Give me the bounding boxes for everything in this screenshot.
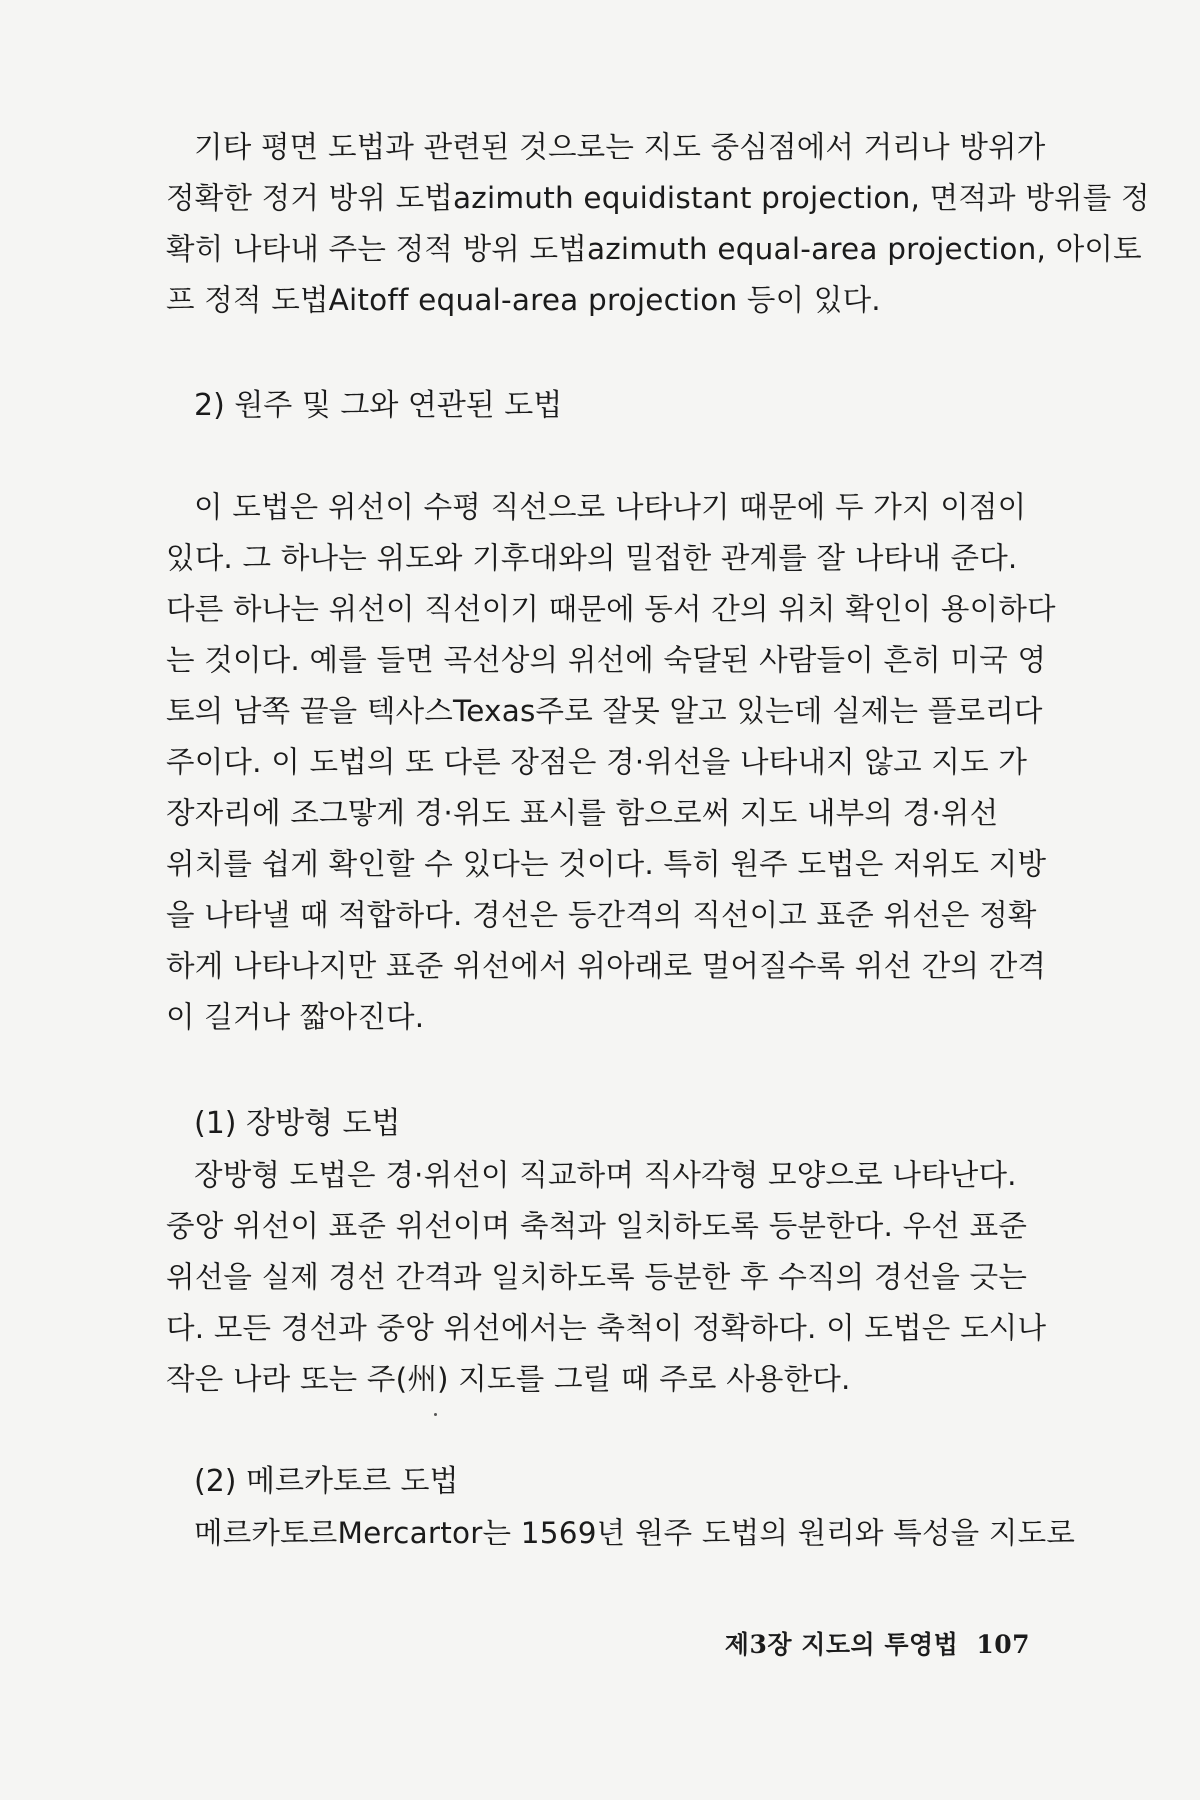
paragraph-rectangular-projection	[166, 1150, 1050, 1405]
text-line: 프 정적 도법Aitoff equal-area projection 등이 있다.	[166, 283, 881, 317]
subsection-heading-rectangular: (1) 장방형 도법	[194, 1106, 401, 1141]
subsection-heading-mercator: (2) 메르카토르 도법	[194, 1464, 459, 1499]
text-line: 위치를 쉽게 확인할 수 있다는 것이다. 특히 원주 도법은 저위도 지방	[166, 847, 1047, 881]
text-line: 하게 나타나지만 표준 위선에서 위아래로 멀어질수록 위선 간의 간격	[166, 949, 1047, 983]
text-line: 메르카토르Mercartor는 1569년 원주 도법의 원리와 특성을 지도로	[194, 1516, 1076, 1550]
text-line: 위선을 실제 경선 간격과 일치하도록 등분한 후 수직의 경선을 긋는	[166, 1260, 1028, 1294]
text-line: 작은 나라 또는 주(州) 지도를 그릴 때 주로 사용한다.	[166, 1362, 851, 1396]
text-line: 토의 남쪽 끝을 텍사스Texas주로 잘못 알고 있는데 실제는 플로리다	[166, 694, 1043, 728]
text-line: 있다. 그 하나는 위도와 기후대와의 밀접한 관계를 잘 나타내 준다.	[166, 541, 1018, 575]
text-line: 확히 나타내 주는 정적 방위 도법azimuth equal-area projection, 아이토	[166, 232, 1142, 266]
paragraph-cylindrical-advantages	[166, 482, 1056, 1043]
text-line: 는 것이다. 예를 들면 곡선상의 위선에 숙달된 사람들이 흔히 미국 영	[166, 643, 1047, 677]
paragraph-mercator	[166, 1508, 1076, 1559]
section-heading-cylindrical: 2) 원주 및 그와 연관된 도법	[194, 388, 563, 423]
text-line: 주이다. 이 도법의 또 다른 장점은 경·위선을 나타내지 않고 지도 가	[166, 745, 1028, 779]
text-line: 다. 모든 경선과 중앙 위선에서는 축척이 정확하다. 이 도법은 도시나	[166, 1311, 1047, 1345]
text-line: 장방형 도법은 경·위선이 직교하며 직사각형 모양으로 나타난다.	[194, 1158, 1017, 1192]
text-line: 이 도법은 위선이 수평 직선으로 나타나기 때문에 두 가지 이점이	[194, 490, 1027, 524]
chapter-title: 제3장 지도의 투영법	[724, 1630, 959, 1659]
text-line: 이 길거나 짧아진다.	[166, 1000, 425, 1034]
paragraph-azimuthal-projections	[166, 122, 1150, 326]
print-speck	[434, 1413, 437, 1416]
text-line: 다른 하나는 위선이 직선이기 때문에 동서 간의 위치 확인이 용이하다	[166, 592, 1056, 626]
page-number: 107	[976, 1630, 1030, 1659]
text-line: 중앙 위선이 표준 위선이며 축척과 일치하도록 등분한다. 우선 표준	[166, 1209, 1028, 1243]
text-line: 을 나타낼 때 적합하다. 경선은 등간격의 직선이고 표준 위선은 정확	[166, 898, 1037, 932]
text-line: 기타 평면 도법과 관련된 것으로는 지도 중심점에서 거리나 방위가	[194, 130, 1046, 164]
text-line: 장자리에 조그맣게 경·위도 표시를 함으로써 지도 내부의 경·위선	[166, 796, 999, 830]
page-footer	[725, 1625, 1030, 1661]
text-line: 정확한 정거 방위 도법azimuth equidistant projection, 면적과 방위를 정	[166, 181, 1150, 215]
